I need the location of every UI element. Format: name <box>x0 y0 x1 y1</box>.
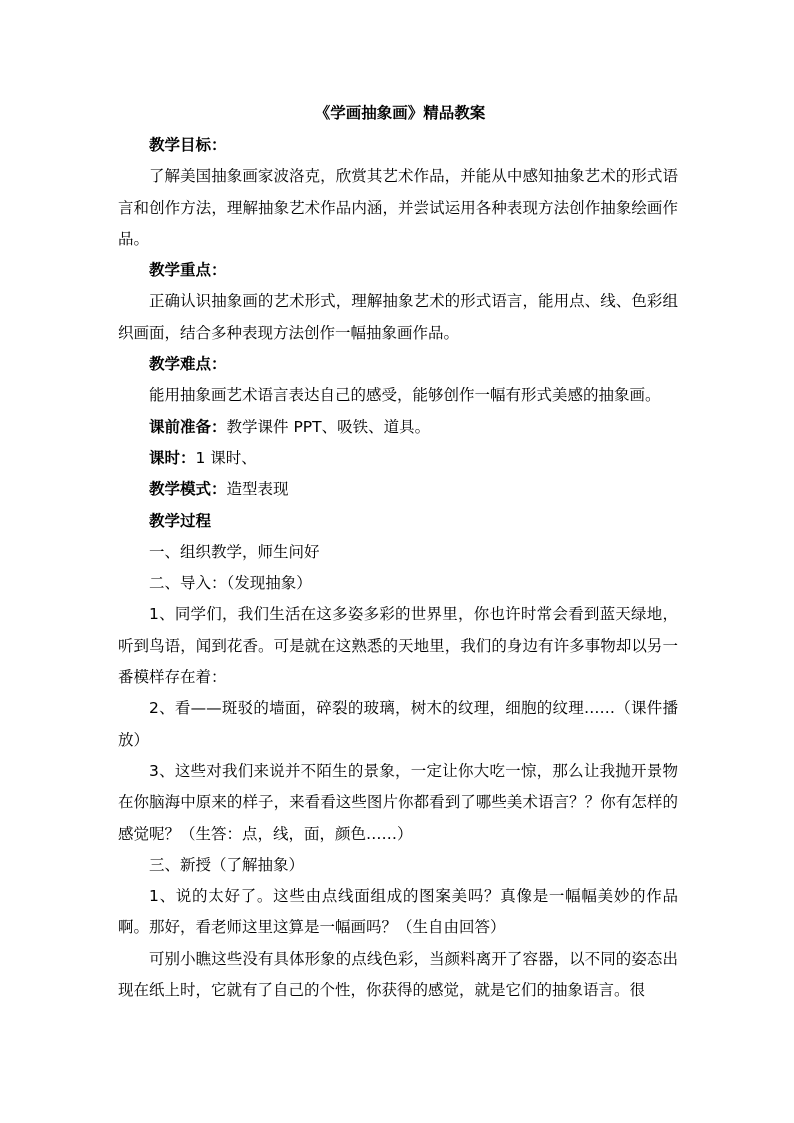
difficulty-paragraph: 能用抽象画艺术语言表达自己的感受，能够创作一幅有形式美感的抽象画。 <box>149 386 661 405</box>
mode-label: 教学模式： <box>149 480 227 499</box>
prep-label: 课前准备： <box>149 417 227 436</box>
document-body <box>118 98 678 1006</box>
document-title: 《学画抽象画》精品教案 <box>314 104 486 122</box>
focus-paragraph: 正确认识抽象画的艺术形式，理解抽象艺术的形式语言，能用点、线、色彩组织画面，结合多种表现方法创作一幅抽象画作品。 <box>118 292 678 342</box>
step2-heading: 二、导入：（发现抽象） <box>149 574 312 593</box>
difficulty-heading: 教学难点： <box>149 355 227 374</box>
hours-value: 1 课时、 <box>195 448 257 467</box>
hours-line <box>118 443 678 474</box>
process-heading: 教学过程 <box>149 511 212 530</box>
mode-value: 造型表现 <box>226 480 289 499</box>
objective-paragraph: 了解美国抽象画家波洛克，欣赏其艺术作品，并能从中感知抽象艺术的形式语言和创作方法，理解抽象艺术作品内涵，并尝试运用各种表现方法创作抽象绘画作品。 <box>118 167 678 248</box>
step3-paragraph-2: 可别小瞧这些没有具体形象的点线色彩，当颜料离开了容器，以不同的姿态出现在纸上时，它就有了自己的个性，你获得的感觉，就是它们的抽象语言。很 <box>118 949 678 1000</box>
prep-value: 教学课件 PPT、吸铁、道具。 <box>226 417 431 436</box>
step3-paragraph-1: 1、说的太好了。这些由点线面组成的图案美吗？真像是一幅幅美妙的作品啊。那好，看老师这里这算是一幅画吗？（生自由回答） <box>118 887 678 937</box>
step1-heading: 一、组织教学，师生问好 <box>149 542 320 561</box>
objective-heading: 教学目标： <box>149 136 227 154</box>
hours-label: 课时： <box>149 448 196 467</box>
step2-paragraph-3: 3、这些对我们来说并不陌生的景象，一定让你大吃一惊，那么让我抛开景物在你脑海中原来的样子，来看看这些图片你都看到了哪些美术语言？？你有怎样的感觉呢？（生答：点，线，面，颜色……） <box>118 761 678 843</box>
step2-paragraph-1: 1、同学们，我们生活在这多姿多彩的世界里，你也许时常会看到蓝天绿地，听到鸟语，闻到花香。可是就在这熟悉的天地里，我们的身边有许多事物却以另一番模样存在着： <box>118 605 678 687</box>
step3-heading: 三、新授（了解抽象） <box>149 855 305 874</box>
step2-paragraph-2: 2、看——斑驳的墙面，碎裂的玻璃，树木的纹理，细胞的纹理……（课件播放） <box>118 699 678 749</box>
mode-line <box>118 474 678 505</box>
focus-heading: 教学重点： <box>149 261 227 280</box>
prep-line <box>118 412 678 443</box>
